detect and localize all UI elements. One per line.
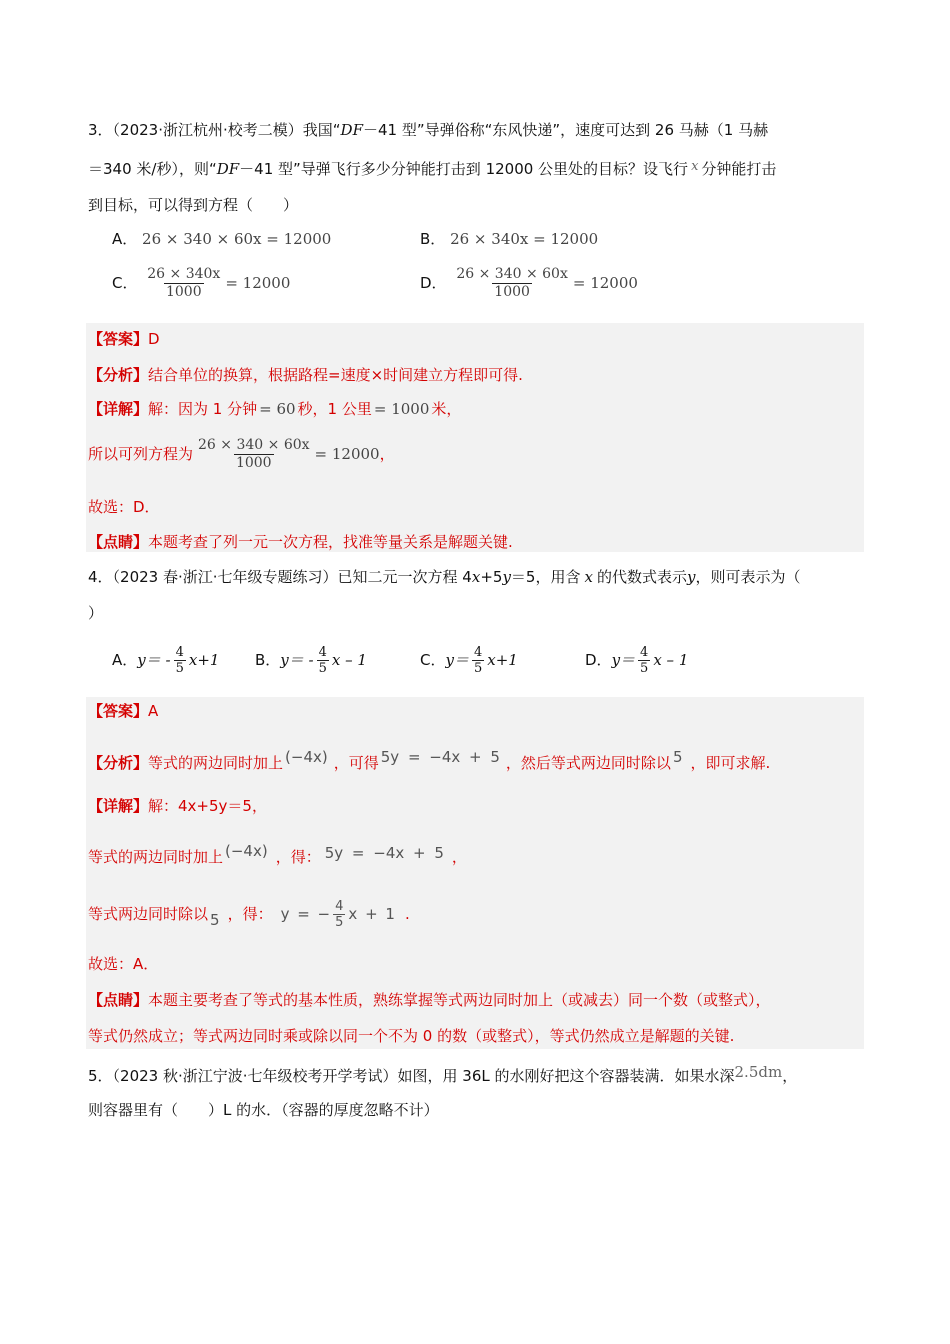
q3-comment [88, 531, 513, 553]
analysis-math-c: 5 [672, 748, 683, 766]
detail-text: 等式的两边同时加上 [88, 848, 224, 866]
option-label: B． [420, 230, 446, 248]
option-fraction [317, 645, 329, 676]
q3-var-x: x [691, 159, 699, 174]
detail-text-b: ，得： [275, 848, 321, 866]
fraction-denominator: 5 [318, 661, 327, 676]
answer-value: D [148, 330, 160, 348]
q4-option-c[interactable] [420, 640, 518, 680]
q4-option-a[interactable] [112, 640, 219, 680]
answer-tag: 【答案】 [88, 330, 149, 348]
option-label: C． [112, 274, 138, 292]
detail-fraction [333, 899, 345, 930]
q4-stem-text-d: 的代数式表示 [596, 568, 687, 586]
detail-equation [280, 899, 395, 930]
equation-rhs: x + 1 [348, 905, 395, 923]
q4-detail-line3 [88, 892, 410, 942]
option-label: A． [112, 230, 138, 248]
q3-option-a[interactable] [112, 228, 331, 250]
q3-stem-line1 [88, 119, 768, 141]
q4-stem-text-b: +5 [480, 568, 503, 586]
q4-var-y-2: y [686, 568, 696, 586]
q4-number: 4． [88, 568, 113, 586]
detail-text: 等式两边同时除以 [88, 905, 209, 923]
q5-stem-text: 如图，用 36L 的水刚好把这个容器装满．如果水深 [397, 1067, 735, 1085]
fraction-denominator: 5 [335, 915, 344, 930]
q4-var-x-2: x [584, 568, 593, 586]
q3-missile-name: DF [340, 121, 363, 139]
q3-option-b[interactable] [420, 228, 598, 250]
fraction-denominator: 1000 [165, 284, 202, 300]
fraction-numerator: 26 × 340x [147, 266, 221, 282]
analysis-text: 结合单位的换算，根据路程=速度×时间建立方程即可得. [148, 366, 523, 384]
option-label: D． [420, 274, 447, 292]
q4-choice: 故选：A． [88, 955, 159, 973]
q4-stem-line1 [88, 566, 800, 588]
analysis-text: 等式的两边同时加上 [148, 754, 284, 772]
detail-tag: 【详解】 [88, 797, 149, 815]
analysis-math-b: 5y = −4x + 5 [380, 748, 500, 766]
q4-option-b[interactable] [255, 640, 367, 680]
option-lhs: y＝ - [137, 651, 171, 669]
option-fraction [174, 645, 186, 676]
detail-math: = 12000 [314, 445, 380, 463]
q3-detail-line2 [88, 436, 395, 472]
q4-var-x: x [471, 568, 481, 586]
q4-stem-text-c: ＝5，用含 [510, 568, 581, 586]
fraction-numerator: 4 [175, 645, 184, 660]
q4-comment-line2: 等式仍然成立；等式两边同时乘或除以同一个不为 0 的数（或整式），等式仍然成立是解题的关键. [88, 1027, 735, 1045]
option-expr: 26 × 340x = 12000 [450, 230, 599, 248]
fraction-denominator: 1000 [494, 284, 530, 300]
option-rhs: x – 1 [331, 651, 367, 669]
analysis-text-b: ，可得 [333, 754, 379, 772]
q4-analysis [88, 742, 770, 778]
option-fraction [472, 645, 484, 676]
q5-stem-line2: 则容器里有（ ）L 的水．（容器的厚度忽略不计） [88, 1101, 439, 1119]
detail-tag: 【详解】 [88, 400, 149, 418]
q3-stem-line3: 到目标，可以得到方程（ ） [88, 196, 299, 214]
q3-number: 3． [88, 121, 113, 139]
fraction-numerator: 26 × 340 × 60x [456, 266, 568, 282]
fraction-numerator: 4 [335, 899, 344, 914]
option-label: D． [585, 651, 612, 669]
answer-tag: 【答案】 [88, 702, 149, 720]
detail-math-b: 5y = −4x + 5 [324, 844, 444, 862]
q3-answer [88, 328, 160, 350]
detail-fraction [196, 437, 312, 472]
analysis-tag: 【分析】 [88, 754, 149, 772]
q4-detail-line2 [88, 836, 467, 872]
detail-text: 所以可列方程为 [88, 445, 194, 463]
detail-math-b: = 1000 [373, 400, 430, 418]
option-rhs: = 12000 [572, 274, 638, 292]
analysis-text-d: ，即可求解. [690, 754, 771, 772]
detail-math: = 60 [259, 400, 296, 418]
option-fraction [638, 645, 650, 676]
detail-text: 解：因为 1 分钟 [148, 400, 258, 418]
fraction-denominator: 5 [175, 661, 184, 676]
equation-lhs: y = − [280, 905, 331, 923]
q4-source: （2023 春·浙江·七年级专题练习） [112, 568, 338, 586]
comment-text: 本题主要考查了等式的基本性质，熟练掌握等式两边同时加上（或减去）同一个数（或整式）， [148, 991, 771, 1009]
q5-number: 5． [88, 1067, 113, 1085]
q4-var-y: y [502, 568, 511, 586]
fraction-numerator: 26 × 340 × 60x [198, 437, 310, 453]
q3-stem-line2 [88, 156, 776, 180]
option-lhs: y＝ - [280, 651, 314, 669]
q4-detail-line1 [88, 795, 267, 817]
option-fraction [145, 266, 222, 301]
q3-source: （2023·浙江杭州·校考二模） [112, 121, 303, 139]
option-lhs: y＝ [611, 651, 636, 669]
q5-stem-text-b: ， [782, 1067, 798, 1085]
fraction-numerator: 4 [640, 645, 649, 660]
option-label: B． [255, 651, 281, 669]
q5-source: （2023 秋·浙江宁波·七年级校考开学考试） [112, 1067, 398, 1085]
comment-tag: 【点睛】 [88, 533, 149, 551]
q3-stem-text: 我国“ [302, 121, 341, 139]
q3-detail-line1 [88, 398, 461, 420]
q3-line2-text: ＝340 米/秒），则“ [88, 160, 217, 178]
q3-option-c[interactable] [112, 266, 290, 301]
fraction-numerator: 4 [318, 645, 327, 660]
analysis-math: (−4x) [285, 748, 328, 766]
option-label: C． [420, 651, 446, 669]
answer-value: A [148, 702, 159, 720]
detail-text-c: 米， [431, 400, 462, 418]
option-rhs: x – 1 [653, 651, 689, 669]
q3-option-d[interactable] [420, 266, 638, 301]
q3-line2-text-b: －41 型”导弹飞行多少分钟能打击到 12000 公里处的目标？设飞行 [239, 160, 689, 178]
option-rhs: x+1 [188, 651, 220, 669]
comment-text: 本题考查了列一元一次方程，找准等量关系是解题关键. [148, 533, 513, 551]
q4-stem-text-e: ，则可表示为（ [695, 568, 801, 586]
detail-text: 解：4x+5y＝5， [148, 797, 267, 815]
option-rhs: x+1 [487, 651, 518, 669]
detail-text-b: ， [379, 445, 395, 463]
q3-line2-text-c: 分钟能打击 [701, 160, 777, 178]
fraction-denominator: 5 [473, 661, 483, 676]
q4-stem-text: 已知二元一次方程 4 [337, 568, 472, 586]
q4-comment-line1 [88, 989, 771, 1011]
option-expr: 26 × 340 × 60x = 12000 [142, 230, 332, 248]
detail-math: 5 [210, 911, 220, 929]
q5-stem-line1 [88, 1061, 797, 1087]
option-fraction [454, 266, 570, 301]
fraction-numerator: 4 [473, 645, 483, 660]
analysis-text-c: ，然后等式两边同时除以 [505, 754, 671, 772]
detail-text-b: 秒，1 公里 [297, 400, 372, 418]
option-label: A． [112, 651, 138, 669]
q3-choice: 故选：D． [88, 498, 160, 516]
option-rhs: = 12000 [225, 274, 291, 292]
analysis-tag: 【分析】 [88, 366, 149, 384]
detail-math: (−4x) [225, 842, 268, 860]
q4-stem-line2: ） [88, 604, 104, 622]
q3-analysis [88, 364, 523, 386]
comment-tag: 【点睛】 [88, 991, 149, 1009]
detail-text-c: ， [451, 848, 467, 866]
q5-depth: 2.5dm [734, 1063, 783, 1081]
detail-text-b: ，得： [227, 905, 273, 923]
detail-text-c: . [404, 905, 410, 923]
fraction-denominator: 1000 [235, 455, 272, 471]
q3-stem-text-b: －41 型”导弹俗称“东风快递”，速度可达到 26 马赫（1 马赫 [362, 121, 769, 139]
q4-answer [88, 700, 158, 722]
q4-option-d[interactable] [585, 640, 688, 680]
q3-missile-name-2: DF [216, 160, 240, 178]
option-lhs: y＝ [445, 651, 469, 669]
fraction-denominator: 5 [640, 661, 649, 676]
